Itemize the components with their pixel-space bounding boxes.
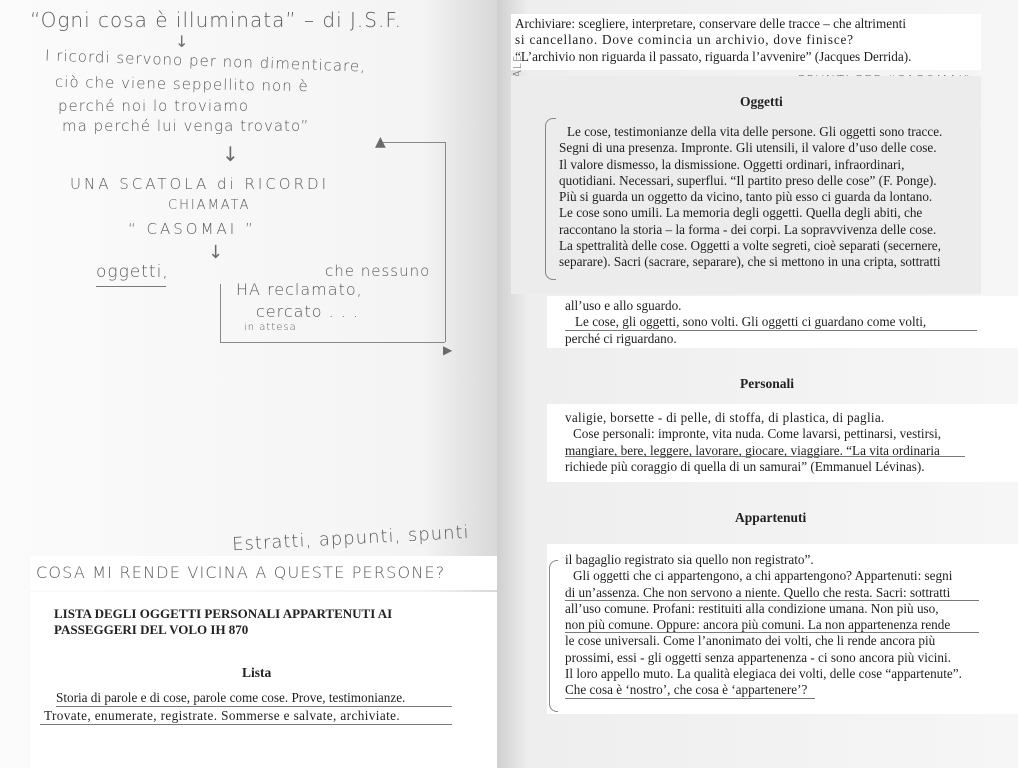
appartenuti-line: le cose universali. Come l’anonimato dei volti, che li rende ancora più (565, 633, 936, 649)
cont-underline (565, 330, 977, 331)
arrow-right-icon: ▶ (443, 343, 453, 357)
appartenuti-line: il bagaglio registrato sia quello non registrato”. (565, 552, 814, 567)
appartenuti-line: Che cosa è ‘nostro’, che cosa è ‘appartenere’? (565, 682, 808, 698)
appartenuti-bracket (549, 560, 558, 712)
note-line-2: ciò che viene seppellito non è (54, 72, 309, 96)
section-heading-appartenuti: Appartenuti (735, 510, 807, 525)
note-line-3: perché noi lo troviamo (58, 97, 249, 115)
note-bracket (220, 284, 221, 342)
section-heading-personali: Personali (740, 376, 794, 391)
arrow-up-icon: ▲ (375, 134, 386, 150)
archive-line: “L’archivio non riguarda il passato, riguarda l’avvenire” (Jacques Derrida). (515, 48, 912, 64)
quote-title-note: “Ogni cosa è illuminata” – di J.S.F. (30, 8, 402, 32)
oggetti-note: oggetti, (96, 262, 169, 282)
oggetti-line: Le cose, testimonianze della vita delle persone. Gli oggetti sono tracce. (567, 124, 943, 139)
oggetti-line: Le cose sono umili. La memoria degli oggetti. Quella degli abiti, che (559, 205, 923, 221)
note-line-1: I ricordi servono per non dimenticare, (44, 46, 367, 76)
oggetti-line: Più si guarda un oggetto da vicino, tanto più esso ci guarda da lontano. (559, 189, 933, 205)
oggetti-cont-line: perché ci riguardano. (565, 330, 677, 346)
oggetti-line: La spettralità delle cose. Oggetti a volte segreti, cioè separati (secernere, (559, 238, 941, 254)
oggetti-line: Il valore dismesso, la dismissione. Oggetti ordinari, infraordinari, (559, 156, 905, 172)
note-bracket (445, 142, 446, 342)
oggetti-line: raccontano la storia – la forma - dei corpi. La sopravvivenza delle cose. (559, 221, 937, 237)
cercato-note: cercato . . . (256, 302, 360, 321)
lista-line-1: Storia di parole e di cose, parole come cose. Prove, testimonianze. (56, 690, 406, 705)
appartenuti-text (565, 552, 1005, 699)
box-line-1: UNA SCATOLA di RICORDI (70, 175, 330, 193)
archive-text (515, 16, 975, 65)
oggetti-cont-line: Le cose, gli oggetti, sono volti. Gli oggetti ci guardano come volti, (575, 314, 927, 330)
oggetti-cont-line: all’uso e allo sguardo. (565, 298, 682, 313)
arrow-down-icon: ↓ (208, 242, 224, 263)
appartenuti-line: prossimi, essi - gli oggetti senza appartenenza - ci sono ancora più vicini. (565, 649, 951, 665)
archive-line: Archiviare: scegliere, interpretare, conservare delle tracce – che altrimenti (515, 16, 907, 31)
section-heading-lista: Lista (242, 665, 272, 680)
note-bracket (220, 342, 445, 343)
appartenuti-line: di un’assenza. Che non servono a niente. Quello che resta. Sacri: sottratti (565, 584, 951, 600)
oggetti-cont-text (565, 298, 1005, 347)
oggetti-bracket (545, 118, 556, 280)
personali-line: valigie, borsette - di pelle, di stoffa, di plastica, di paglia. (565, 410, 885, 425)
appartenuti-underline (565, 698, 815, 699)
archive-line: si cancellano. Dove comincia un archivio, dove finisce? (515, 32, 854, 48)
note-line-4: ma perché lui venga trovato” (62, 117, 310, 135)
oggetti-underline (96, 286, 166, 287)
estratti-note: Estratti, appunti, spunti (231, 521, 471, 556)
box-line-2: CHIAMATA (168, 198, 251, 213)
appartenuti-underline (565, 600, 979, 601)
appartenuti-line: all’uso comune. Profani: restituiti alla condizione umana. Non più uso, (565, 600, 939, 616)
appartenuti-line: Il loro appello muto. La qualità elegiaca dei volti, delle cose “appartenute”. (565, 666, 962, 682)
document-title: LISTA DEGLI OGGETTI PERSONALI APPARTENUTI AI PASSEGGERI DEL VOLO IH 870 (54, 606, 393, 637)
appartenuti-line: non più comune. Oppure: ancora più comuni. La non appartenenza rende (565, 617, 951, 633)
oggetti-line: quotidiani. Necessari, superflui. “Il partito preso delle cose” (F. Ponge). (559, 172, 937, 188)
nessuno-note: che nessuno (325, 262, 431, 280)
appartenuti-underline (565, 632, 979, 633)
personali-line: Cose personali: impronte, vita nuda. Come lavarsi, pettinarsi, vestirsi, (573, 426, 942, 442)
left-page (0, 0, 497, 768)
personali-line: richiede più coraggio di quella di un samurai” (Emmanuel Lévinas). (565, 458, 925, 474)
note-bracket (382, 142, 445, 143)
lista-underline-2 (40, 724, 452, 725)
personali-text (565, 410, 1005, 475)
oggetti-text (559, 124, 979, 271)
right-page (497, 0, 1018, 768)
oggetti-line: Segni di una presenza. Impronte. Gli utensili, il valore d’uso delle cose. (559, 140, 937, 156)
personali-underline (565, 456, 965, 457)
section-heading-oggetti: Oggetti (740, 94, 783, 109)
personali-line: mangiare, bere, leggere, lavorare, giocare, viaggiare. “La vita ordinaria (565, 442, 940, 458)
attesa-note: in attesa (244, 322, 297, 333)
appartenuti-line: Gli oggetti che ci appartengono, a chi appartengono? Appartenuti: segni (573, 568, 953, 584)
arrow-down-icon: ↓ (222, 142, 239, 166)
reclamato-note: HA reclamato, (236, 280, 363, 299)
lista-line-2: Trovate, enumerate, registrate. Sommerse e salvate, archiviate. (44, 708, 401, 723)
question-note: COSA MI RENDE VICINA A QUESTE PERSONE? (36, 563, 446, 582)
lista-underline-1 (56, 706, 452, 707)
arrow-down-icon: ↓ (175, 32, 189, 51)
oggetti-line: separare). Sacri (sacrare, separare), che si mettono in una cripta, sottratti (559, 254, 941, 270)
box-line-3: “ CASOMAI ” (128, 220, 256, 238)
